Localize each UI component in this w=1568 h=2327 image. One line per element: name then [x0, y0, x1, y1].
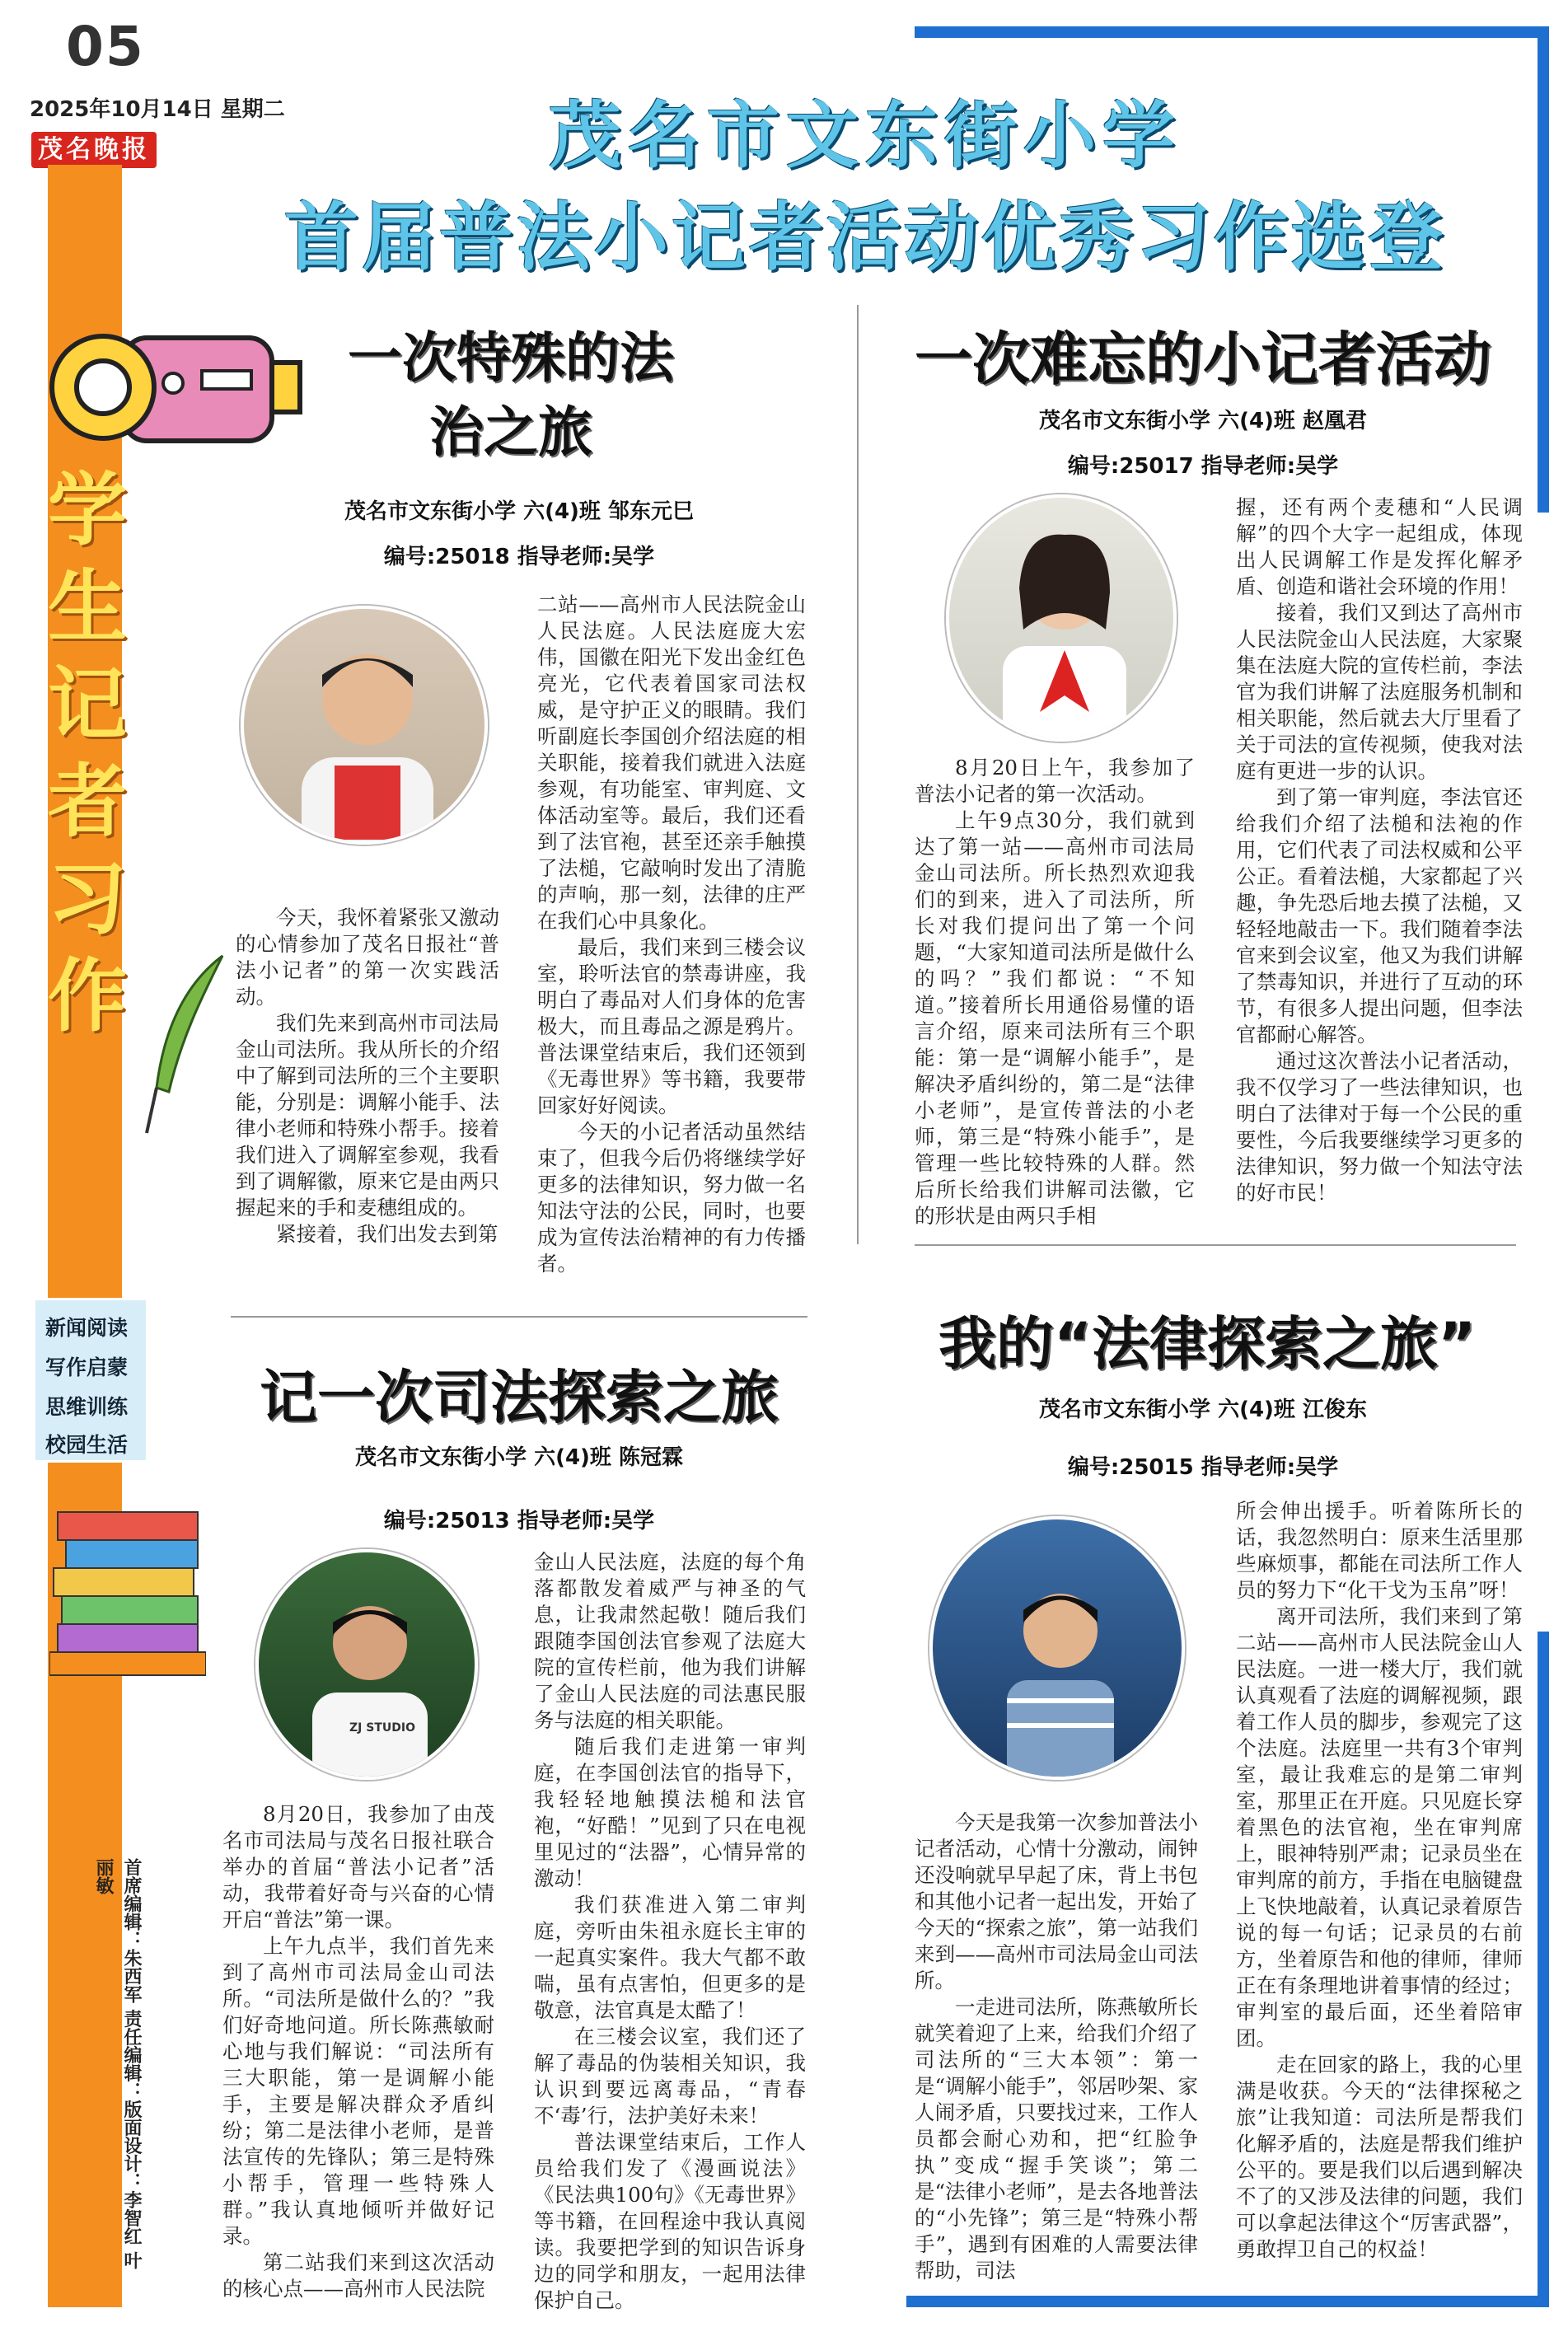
- article-title: 一次难忘的小记者活动: [915, 325, 1491, 393]
- page-number: 05: [66, 15, 145, 78]
- masthead-line-1: 茂名市文东街小学: [548, 93, 1182, 178]
- article-column-1: [915, 1810, 1198, 2296]
- dateline: 2025年10月14日 星期二: [30, 97, 285, 122]
- editor-credits: 首席编辑：朱西军 责任编辑：版面设计：李智红 叶丽敏: [93, 1858, 142, 2270]
- rule-right: [915, 1244, 1516, 1246]
- article-title: 记一次司法探索之旅: [260, 1364, 779, 1431]
- article-byline: 茂名市文东街小学 六(4)班 江俊东: [1039, 1398, 1367, 1422]
- article-column-2: [537, 592, 806, 1300]
- paragraph: 今天的小记者活动虽然结束了，但我今后仍将继续学好更多的法律知识，努力做一名知法守法的公民，同时，也要成为宣传法治精神的有力传播者。: [537, 1120, 806, 1276]
- student-portrait-icon: [244, 609, 488, 845]
- student-photo: [946, 494, 1177, 742]
- nav-panel: [33, 1298, 148, 1463]
- nav-item-campus[interactable]: 校园生活: [45, 1433, 129, 1457]
- books-icon: [49, 1479, 206, 1677]
- paragraph: 今天是我第一次参加普法小记者活动，心情十分激动，闹钟还没响就早早起了床，背上书包和其他小记者一起出发，开始了今天的“探索之旅”，第一站我们来到——高州市司法局金山司法所。: [915, 1810, 1198, 1992]
- student-photo: [241, 606, 488, 845]
- article-column-2: [534, 1549, 806, 2312]
- article-byline: 茂名市文东街小学 六(4)班 赵凰君: [1039, 409, 1367, 433]
- top-accent-bar: [915, 26, 1549, 38]
- column-divider-top: [857, 305, 859, 1244]
- newspaper-logo: 茂名晚报: [31, 132, 157, 168]
- right-accent-bar-lower: [1538, 1632, 1549, 2307]
- paragraph: 接着，我们又到达了高州市人民法院金山人民法庭，大家聚集在法庭大院的宣传栏前，李法官为我们讲解了法庭服务机制和相关职能，然后就去大厅里看了关于司法的宣传视频，使我对法庭有更进一步的认识。: [1236, 601, 1523, 783]
- student-photo: [255, 1549, 478, 1780]
- shirt-print: ZJ STUDIO: [349, 1721, 415, 1735]
- student-portrait-icon: [949, 498, 1177, 742]
- article-column-1: [222, 1801, 494, 2301]
- bottom-accent-bar: [906, 2296, 1549, 2307]
- paragraph: 在三楼会议室，我们还了解了毒品的伪装相关知识，我认识到要远离毒品，“青春不‘毒’行，法护美好未来！: [534, 2025, 806, 2128]
- article-column-1: [915, 755, 1195, 1233]
- article-title: 我的“法律探索之旅”: [938, 1310, 1476, 1378]
- article-meta: 编号:25015 指导老师:吴学: [1067, 1455, 1339, 1480]
- article-meta: 编号:25017 指导老师:吴学: [1067, 454, 1339, 479]
- section-title: 学生记者习作: [48, 464, 127, 1042]
- paragraph: 上午九点半，我们首先来到了高州市司法局金山司法所。“司法所是做什么的？”我们好奇地问道。所长陈燕敏耐心地与我们解说：“司法所有三大职能，第一是调解小能手，主要是解决群众矛盾纠纷；第二是法律小老师，是普法宣传的先锋队；第三是特殊小帮手，管理一些特殊人群。”我认真地倾听并做好记录。: [222, 1934, 494, 2248]
- article-meta: 编号:25018 指导老师:吴学: [383, 545, 655, 569]
- paragraph: 所会伸出援手。听着陈所长的话，我忽然明白：原来生活里那些麻烦事，都能在司法所工作人员的努力下“化干戈为玉帛”呀！: [1236, 1499, 1523, 1602]
- article-title: [346, 321, 676, 470]
- paragraph: 金山人民法庭，法庭的每个角落都散发着威严与神圣的气息，让我肃然起敬！随后我们跟随李国创法官参观了法庭大院的宣传栏前，他为我们讲解了金山人民法庭的司法惠民服务与法庭的相关职能。: [534, 1550, 806, 1732]
- rule-left: [231, 1316, 807, 1318]
- article-title-text: 一次特殊的法治之旅: [348, 326, 674, 464]
- paragraph: 上午9点30分，我们就到达了第一站——高州市司法局金山司法所。所长热烈欢迎我们的到来，进入了司法所，所长对我们提问出了第一个问题，“大家知道司法所是做什么的吗？”我们都说：“不知道。”接着所长用通俗易懂的语言介绍，原来司法所有三个职能：第一是“调解小能手”，是解决矛盾纠纷的，第二是“法律小老师”，是宣传普法的小老师，第三是“特殊小能手”，是管理一些比较特殊的人群。然后所长给我们讲解司法徽，它的形状是由两只手相: [915, 808, 1195, 1228]
- paragraph: 今天，我怀着紧张又激动的心情参加了茂名日报社“普法小记者”的第一次实践活动。: [236, 906, 499, 1009]
- paragraph: 普法课堂结束后，工作人员给我们发了《漫画说法》《民法典100句》《无毒世界》等书籍，在回程途中我认真阅读。我要把学到的知识告诉身边的同学和朋友，一起用法律保护自己。: [534, 2130, 806, 2312]
- paragraph: 第二站我们来到这次活动的核心点——高州市人民法院: [222, 2250, 494, 2301]
- paragraph: 走在回家的路上，我的心里满是收获。今天的“法律探秘之旅”让我知道：司法所是帮我们化解矛盾的，法庭是帮我们维护公平的。要是我们以后遇到解决不了的又涉及法律的问题，我们可以拿起法律这个“厉害武器”，勇敢捍卫自己的权益！: [1236, 2053, 1523, 2261]
- paragraph: 我们先来到高州市司法局金山司法所。我从所长的介绍中了解到司法所的三个主要职能，分别是：调解小能手、法律小老师和特殊小帮手。接着我们进入了调解室参观，我看到了调解徽，原来它是由两只握起来的手和麦穗组成的。: [236, 1011, 499, 1220]
- article-meta: 编号:25013 指导老师:吴学: [383, 1509, 655, 1533]
- camera-icon: [25, 305, 305, 470]
- nav-item-thinking[interactable]: 思维训练: [45, 1395, 129, 1419]
- article-byline: 茂名市文东街小学 六(4)班 邹东元巳: [344, 499, 694, 524]
- masthead-line-2: 首届普法小记者活动优秀习作选登: [284, 194, 1446, 281]
- paragraph: 通过这次普法小记者活动，我不仅学习了一些法律知识，也明白了法律对于每一个公民的重要性，今后我要继续学习更多的法律知识，努力做一个知法守法的好市民！: [1236, 1049, 1523, 1205]
- nav-item-news-reading[interactable]: 新闻阅读: [45, 1316, 129, 1340]
- student-portrait-icon: [259, 1552, 478, 1780]
- paragraph: 离开司法所，我们来到了第二站——高州市人民法院金山人民法庭。一进一楼大厅，我们就认真观看了法庭的调解视频，跟着工作人员的脚步，参观完了这个法庭。法庭里一共有3个审判室，最让我难忘的是第二审判室，那里正在开庭。只见庭长穿着黑色的法官袍，坐在审判席上，眼神特别严肃；记录员坐在审判席的前方，手指在电脑键盘上飞快地敲着，认真记录着原告说的每一句话；记录员的右前方，坐着原告和他的律师，律师正在有条理地讲着事情的经过；审判室的最后面，还坐着陪审团。: [1236, 1604, 1523, 2050]
- paragraph: 握，还有两个麦穗和“人民调解”的四个大字一起组成，体现出人民调解工作是发挥化解矛盾、创造和谐社会环境的作用！: [1236, 495, 1523, 598]
- article-column-2: [1236, 1498, 1523, 2289]
- article-column-2: [1236, 494, 1523, 1236]
- paragraph: 紧接着，我们出发去到第: [276, 1222, 498, 1246]
- quill-icon: [140, 948, 231, 1137]
- paragraph: 8月20日，我参加了由茂名市司法局与茂名日报社联合举办的首届“普法小记者”活动，我带着好奇与兴奋的心情开启“普法”第一课。: [222, 1802, 494, 1931]
- paragraph: 二站——高州市人民法院金山人民法庭。人民法庭庞大宏伟，国徽在阳光下发出金红色亮光，它代表着国家司法权威，是守护正义的眼睛。我们听副庭长李国创介绍法庭的相关职能，接着我们就进入法庭参观，有功能室、审判庭、文体活动室等。最后，我们还看到了法官袍，甚至还亲手触摸了法槌，它敲响时发出了清脆的声响，那一刻，法律的庄严在我们心中具象化。: [537, 592, 806, 933]
- paragraph: 一走进司法所，陈燕敏所长就笑着迎了上来，给我们介绍了司法所的“三大本领”：第一是“调解小能手”，邻居吵架、家人闹矛盾，只要找过来，工作人员都会耐心劝和，把“红脸争执”变成“握手笑谈”；第二是“法律小老师”，是去各地普法的“小先锋”；第三是“特殊小帮手”，遇到有困难的人需要法律帮助，司法: [915, 1995, 1198, 2283]
- paragraph: 随后我们走进第一审判庭，在李国创法官的指导下，我轻轻地触摸法槌和法官袍，“好酷！”见到了只在电视里见过的“法器”，心情异常的激动！: [534, 1735, 806, 1890]
- paragraph: 我们获准进入第二审判庭，旁听由朱祖永庭长主审的一起真实案件。我大气都不敢喘，虽有点害怕，但更多的是敬意，法官真是太酷了！: [534, 1893, 806, 2022]
- article-byline: 茂名市文东街小学 六(4)班 陈冠霖: [355, 1445, 683, 1470]
- student-photo: [929, 1516, 1185, 1780]
- student-portrait-icon: [933, 1519, 1185, 1780]
- paragraph: 到了第一审判庭，李法官还给我们介绍了法槌和法袍的作用，它们代表了司法权威和公平公正。看着法槌，大家都起了兴趣，争先恐后地去摸了法槌，又轻轻地敲击一下。我们随着李法官来到会议室，他又为我们讲解了禁毒知识，并进行了互动的环节，有很多人提出问题，但李法官都耐心解答。: [1236, 785, 1523, 1046]
- nav-item-writing[interactable]: 写作启蒙: [45, 1355, 129, 1379]
- paragraph: 最后，我们来到三楼会议室，聆听法官的禁毒讲座，我明白了毒品对人们身体的危害极大，而且毒品之源是鸦片。普法课堂结束后，我们还领到《无毒世界》等书籍，我要带回家好好阅读。: [537, 935, 806, 1117]
- article-column-1: [236, 905, 499, 1292]
- paragraph: 8月20日上午，我参加了普法小记者的第一次活动。: [915, 756, 1195, 806]
